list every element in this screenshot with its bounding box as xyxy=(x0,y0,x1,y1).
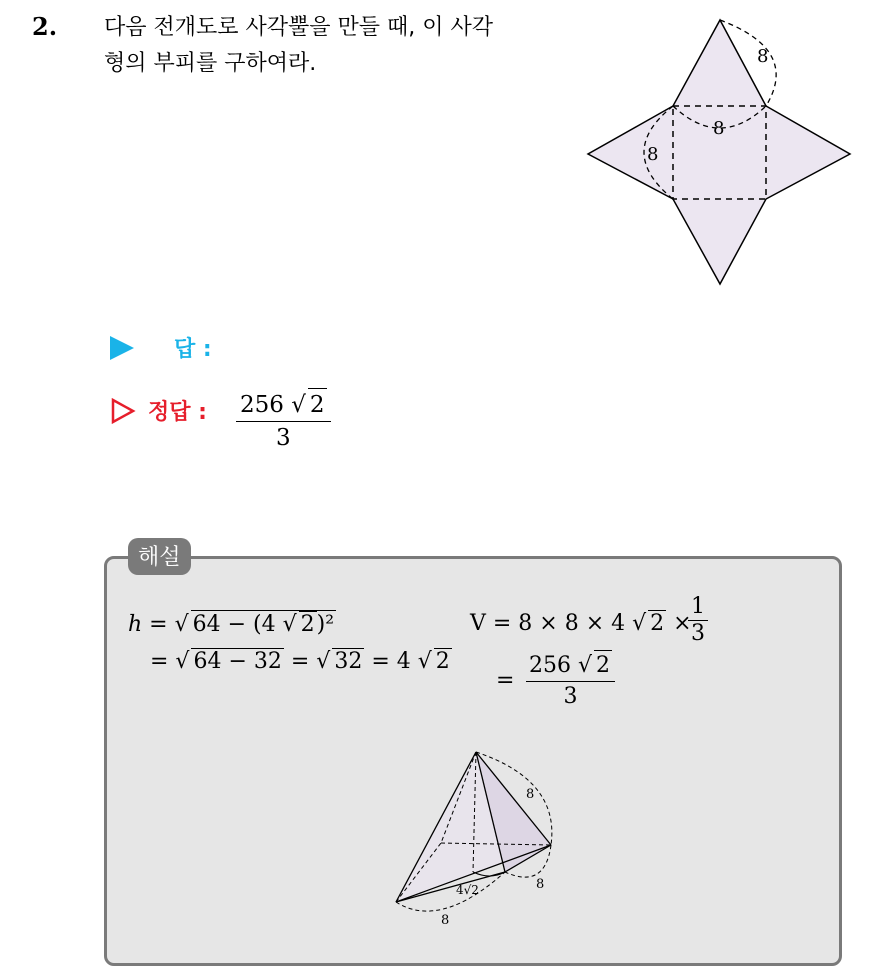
pyramid-label-height: 4√2 xyxy=(456,883,479,897)
correct-answer-fraction xyxy=(236,388,331,454)
answer-row xyxy=(110,332,212,363)
h-equation-line-2: = √ 64 − 32 = √ 32 = 4 √ 2 xyxy=(150,649,450,674)
h-equation-line-1: h = √ 64 − (4 √ 2)² xyxy=(128,612,335,637)
v-equation-line-2-fraction: 256 √ 2 3 xyxy=(526,650,615,712)
question-number: 2. xyxy=(32,12,58,41)
pyramid-label-base-right: 8 xyxy=(536,877,545,892)
question-line-2: 형의 부피를 구하여라. xyxy=(104,51,317,76)
v-equation-line-1: V = 8 × 8 × 4 √ 2 × xyxy=(470,611,692,636)
net-label-left: 8 xyxy=(647,144,659,165)
net-label-base: 8 xyxy=(713,118,725,139)
question-line-1: 다음 전개도로 사각뿔을 만들 때, 이 사각 xyxy=(104,15,493,40)
outline-arrow-icon xyxy=(110,398,136,424)
v-equation-line-2-eq: = xyxy=(496,668,515,693)
pyramid-net-figure xyxy=(585,15,855,290)
pyramid-figure xyxy=(390,746,560,931)
net-label-top: 8 xyxy=(757,46,769,67)
answer-label: 답 : xyxy=(174,337,212,362)
v-fraction-one-third: 1 3 xyxy=(688,594,708,647)
play-arrow-icon xyxy=(110,336,134,360)
fraction-denominator: 3 xyxy=(275,425,291,451)
pyramid-label-base-bottom: 8 xyxy=(441,913,450,928)
pyramid-label-slant: 8 xyxy=(526,787,535,802)
correct-answer-row xyxy=(110,395,207,426)
question-text xyxy=(104,10,574,82)
fraction-numerator: 256 √ 2 xyxy=(236,388,331,422)
solution-tab: 해설 xyxy=(128,538,191,575)
correct-answer-label: 정답 : xyxy=(148,400,207,425)
net-shape xyxy=(588,20,850,284)
